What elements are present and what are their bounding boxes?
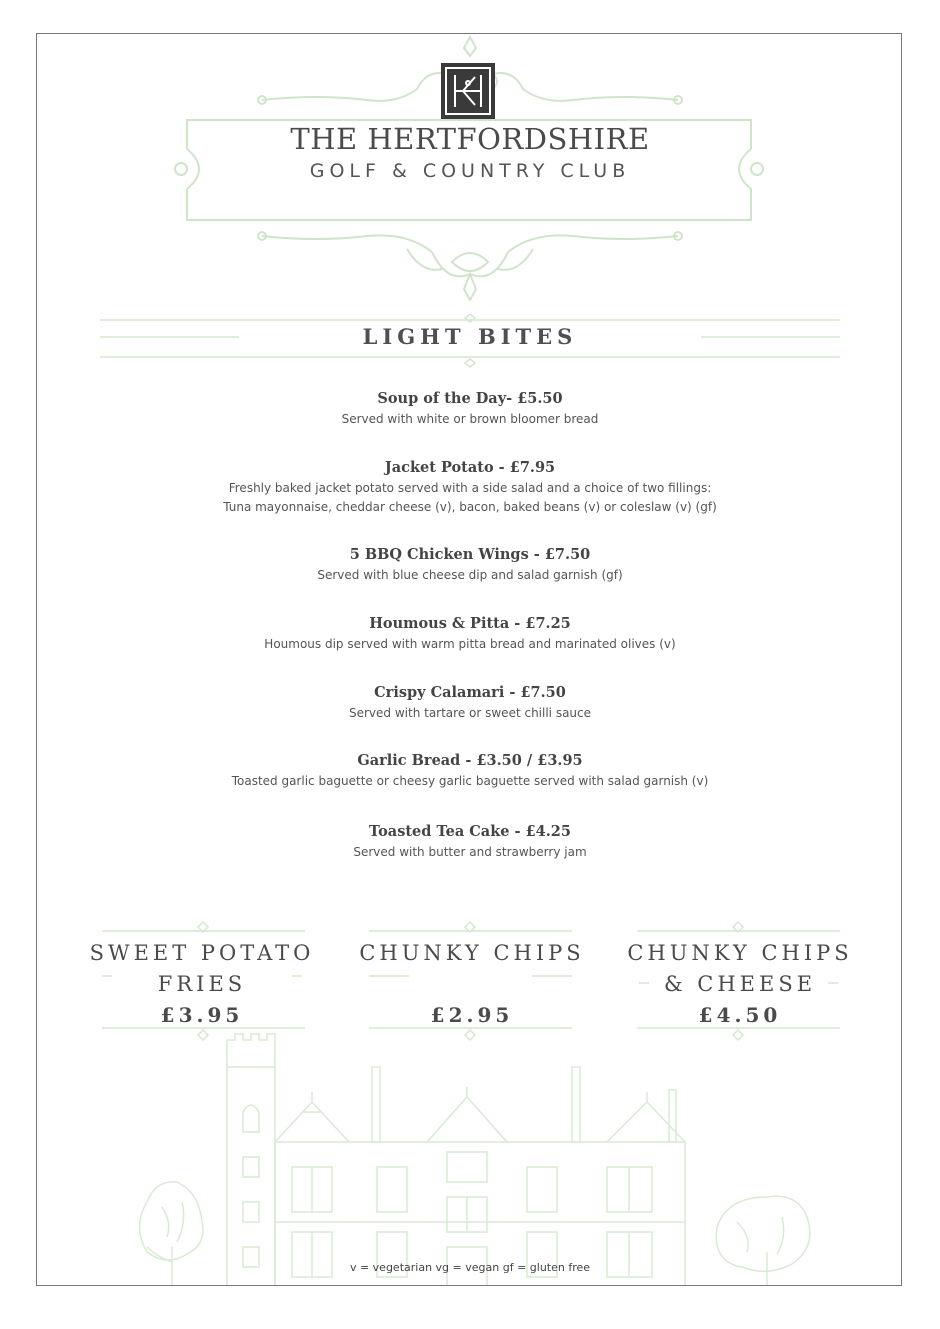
side-title-line: FRIES bbox=[157, 972, 247, 996]
item-description: Served with butter and strawberry jam bbox=[353, 845, 587, 859]
menu-item bbox=[37, 613, 902, 654]
item-title: Garlic Bread - £3.50 / £3.95 bbox=[357, 752, 583, 769]
menu-item bbox=[37, 750, 902, 791]
menu-item bbox=[37, 544, 902, 585]
menu-page bbox=[36, 33, 902, 1286]
item-title: Toasted Tea Cake - £4.25 bbox=[369, 823, 571, 840]
section-title: LIGHT BITES bbox=[362, 324, 578, 349]
item-title: Houmous & Pitta - £7.25 bbox=[369, 615, 571, 632]
side-price: £3.95 bbox=[160, 1003, 244, 1027]
side-price: £2.95 bbox=[430, 1003, 514, 1027]
item-description: Served with blue cheese dip and salad garnish (gf) bbox=[317, 568, 623, 582]
hk-monogram-icon bbox=[441, 63, 495, 119]
menu-item bbox=[37, 388, 902, 429]
side-title-line: & CHEESE bbox=[663, 972, 817, 996]
side-price: £4.50 bbox=[698, 1003, 782, 1027]
item-description: Served with white or brown bloomer bread bbox=[341, 412, 599, 426]
side-title bbox=[77, 938, 327, 1000]
side-title bbox=[347, 938, 597, 969]
item-description: Houmous dip served with warm pitta bread and marinated olives (v) bbox=[264, 637, 676, 651]
brand-subtitle: GOLF & COUNTRY CLUB bbox=[309, 160, 631, 182]
item-title: Crispy Calamari - £7.50 bbox=[374, 684, 566, 701]
side-title-line: SWEET POTATO bbox=[89, 941, 315, 965]
item-description: Tuna mayonnaise, cheddar cheese (v), bacon, baked beans (v) or coleslaw (v) (gf) bbox=[223, 500, 717, 514]
club-logo bbox=[441, 63, 495, 119]
brand-title: THE HERTFORDSHIRE bbox=[290, 122, 650, 156]
menu-item bbox=[37, 457, 902, 517]
menu-item bbox=[37, 821, 902, 862]
item-description: Served with tartare or sweet chilli sauce bbox=[348, 706, 592, 720]
item-description: Freshly baked jacket potato served with a side salad and a choice of two fillings: bbox=[228, 481, 712, 495]
menu-item bbox=[37, 682, 902, 723]
side-title bbox=[615, 938, 865, 1000]
item-description: Toasted garlic baguette or cheesy garlic baguette served with salad garnish (v) bbox=[231, 774, 709, 788]
dietary-legend: v = vegetarian vg = vegan gf = gluten free bbox=[349, 1261, 591, 1274]
clubhouse-illustration bbox=[127, 1032, 817, 1286]
side-title-line: CHUNKY CHIPS bbox=[359, 941, 585, 965]
side-title-line: CHUNKY CHIPS bbox=[627, 941, 853, 965]
item-title: Soup of the Day- £5.50 bbox=[377, 390, 563, 407]
item-title: 5 BBQ Chicken Wings - £7.50 bbox=[349, 546, 591, 563]
item-title: Jacket Potato - £7.95 bbox=[384, 459, 556, 476]
